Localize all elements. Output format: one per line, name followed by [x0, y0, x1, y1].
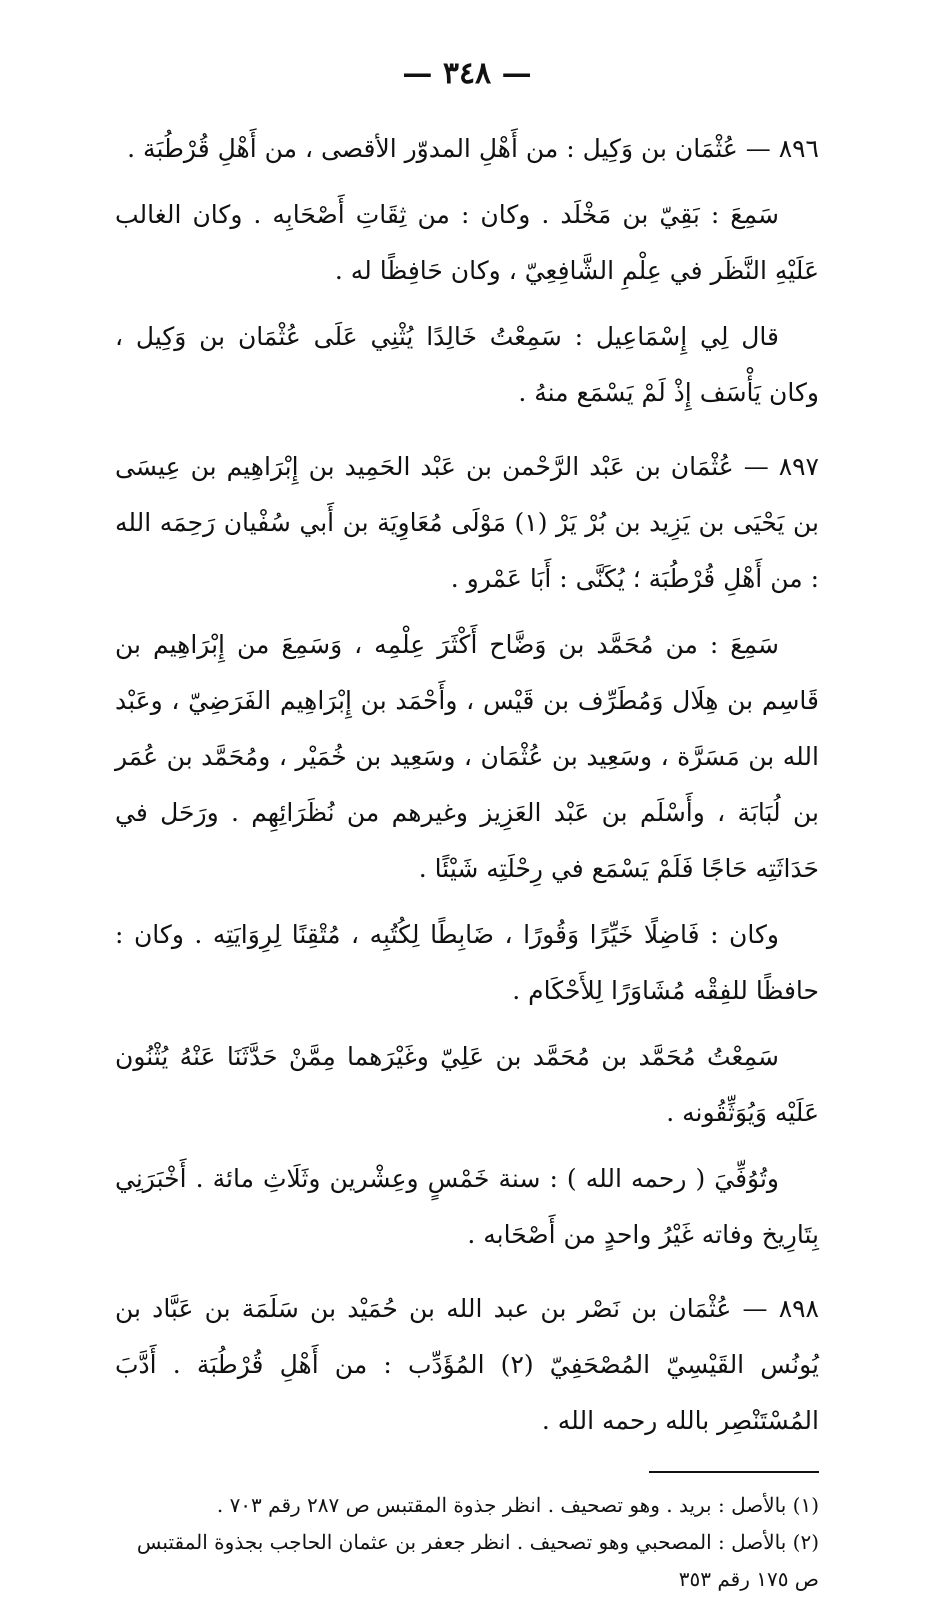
- footnote-1: (١) بالأصل : بريد . وهو تصحيف . انظر جذوة المقتبس ص ٢٨٧ رقم ٧٠٣ .: [216, 1493, 819, 1517]
- biography-entry-897: [115, 439, 819, 1263]
- biography-entry-898: [115, 1281, 819, 1449]
- footnotes: [115, 1487, 819, 1598]
- entry-897-paragraph: سَمِعْتُ مُحَمَّد بن مُحَمَّد بن عَلِيّ وغَيْرَهما مِمَّنْ حَدَّثَنَا عَنْهُ يُثْنُون عَلَيْه وَيُوَثِّقُونه .: [115, 1042, 819, 1127]
- entry-897-paragraph: وتُوُفِّيَ ( رحمه الله ) : سنة خَمْسٍ وعِشْرين وثَلَاثِ مائة . أَخْبَرَنِي بِتَارِيخ وفاته غَيْرُ واحدٍ من أَصْحَابه .: [115, 1164, 819, 1249]
- footnote-divider: [649, 1471, 819, 1473]
- entry-896-paragraph: قال لِي إِسْمَاعِيل : سَمِعْتُ خَالِدًا يُثْنِي عَلَى عُثْمَان بن وَكِيل ، وكان يَأْسَف إِذْ لَمْ يَسْمَع منهُ .: [115, 322, 819, 407]
- footnote-2: (٢) بالأصل : المصحبي وهو تصحيف . انظر جعفر بن عثمان الحاجب بجذوة المقتبس ص ١٧٥ رقم ٣٥٣: [136, 1530, 819, 1591]
- entry-897-paragraph: وكان : فَاضِلًا خَيِّرًا وَقُورًا ، ضَابِطًا لِكُتُبِه ، مُتْقِنًا لِرِوَايَتِه . وكان : حافظًا للفِقْه مُشَاوَرًا لِلأَحْكَام .: [115, 920, 819, 1005]
- entry-896-paragraph: سَمِعَ : بَقِيّ بن مَخْلَد . وكان : من ثِقَاتِ أَصْحَابِه . وكان الغالب عَلَيْهِ النَّظَر في عِلْمِ الشَّافِعِيّ ، وكان حَافِظًا له .: [115, 200, 819, 285]
- entry-896-heading: ٨٩٦ — عُثْمَان بن وَكِيل : من أَهْلِ المدوّر الأقصى ، من أَهْلِ قُرْطُبَة .: [127, 134, 819, 163]
- biography-entry-896: [115, 121, 819, 421]
- entry-897-heading: ٨٩٧ — عُثْمَان بن عَبْد الرَّحْمن بن عَبْد الحَمِيد بن إِبْرَاهِيم بن عِيسَى بن يَحْيَى بن يَزِيد بن بُرْ يَرْ (١) مَوْلَى مُعَاوِيَة بن أَبي سُفْيان رَحِمَه الله : من أَهْلِ قُرْطُبَة ؛ يُكَنَّى : أَبَا عَمْرو .: [115, 452, 819, 593]
- page-number: — ٣٤٨ —: [402, 56, 532, 91]
- entry-897-paragraph: سَمِعَ : من مُحَمَّد بن وَضَّاح أَكْثَرَ عِلْمِه ، وَسَمِعَ من إِبْرَاهِيم بن قَاسِم بن هِلَال وَمُطَرِّف بن قَيْس ، وأَحْمَد بن إِبْرَاهِيم الفَرَضِيّ ، وعَبْد الله بن مَسَرَّة ، وسَعِيد بن عُثْمَان ، وسَعِيد بن خُمَيْر ، ومُحَمَّد بن عُمَر بن لُبَابَة ، وأَسْلَم بن عَبْد العَزِيز وغيرهم من نُظَرَائِهِم . ورَحَل في حَدَاثَتِه حَاجًا فَلَمْ يَسْمَع في رِحْلَتِه شَيْئًا .: [115, 630, 819, 883]
- entry-898-heading: ٨٩٨ — عُثْمَان بن نَصْر بن عبد الله بن حُمَيْد بن سَلَمَة بن عَبَّاد بن يُونُس القَيْسِيّ المُصْحَفِيّ (٢) المُؤَدِّب : من أَهْلِ قُرْطُبَة . أَدَّبَ المُسْتَنْصِر بالله رحمه الله .: [115, 1294, 819, 1435]
